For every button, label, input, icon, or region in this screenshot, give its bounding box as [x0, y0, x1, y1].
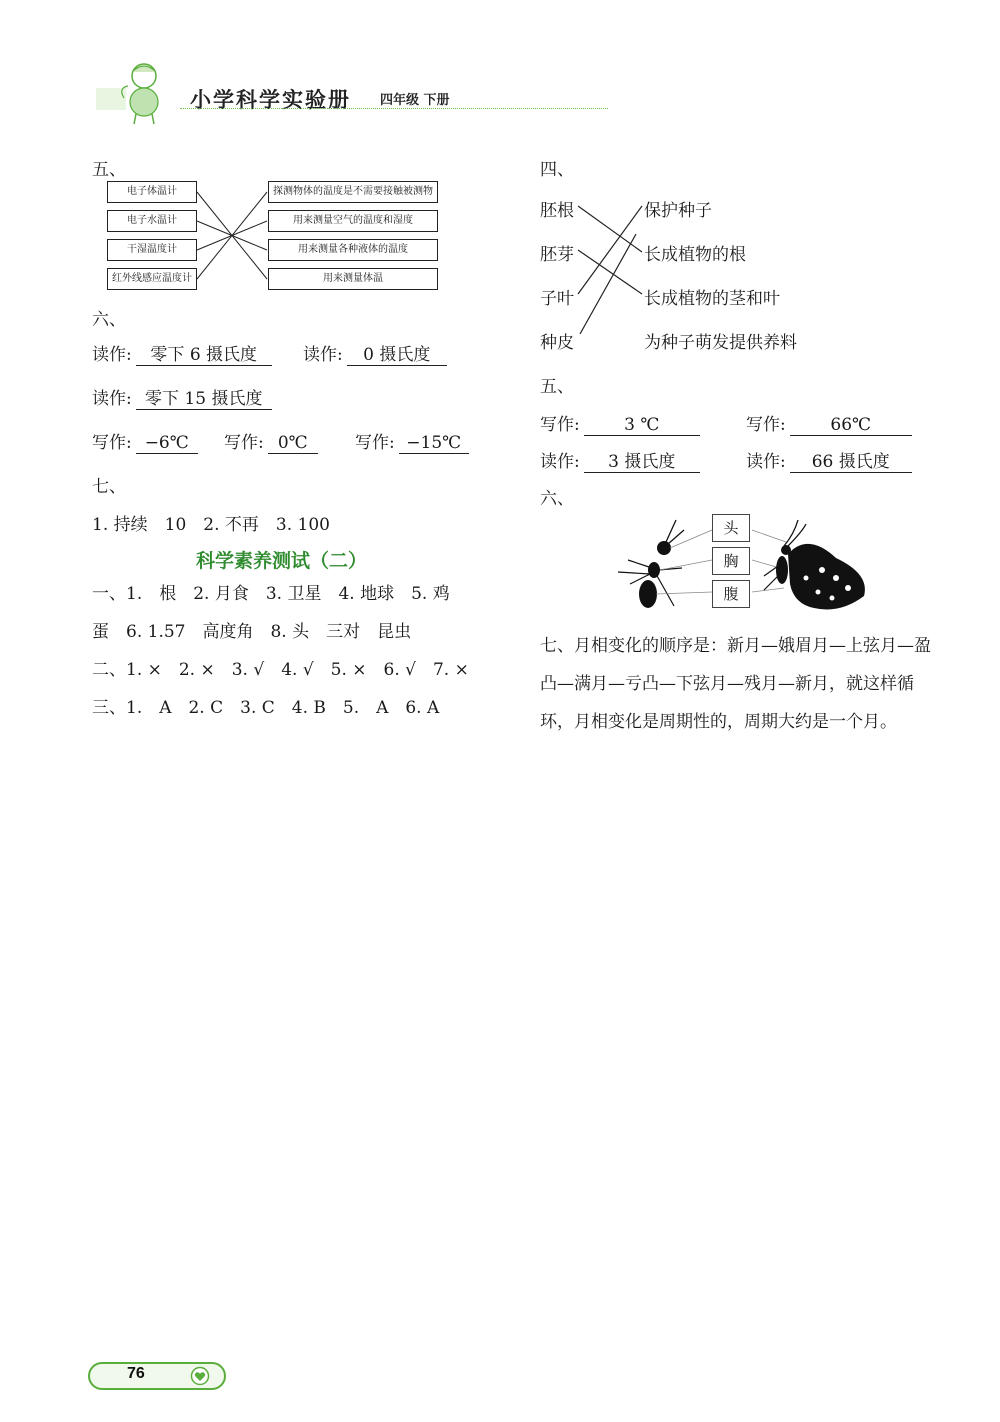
read-answer-1: 零下 6 摄氏度	[136, 340, 272, 366]
match-left-box-1: 电子体温计	[107, 181, 197, 203]
page-number: 76	[127, 1365, 145, 1382]
insect-part-head: 头	[712, 514, 750, 542]
moon-phase-line-2: 凸—满月—亏凸—下弦月—残月—新月，就这样循	[540, 674, 914, 694]
seed-part-2: 胚芽	[540, 245, 574, 265]
write-answer-1: −6℃	[136, 433, 198, 454]
header-divider	[180, 108, 608, 109]
answer-line-1: 一、1. 根 2. 月食 3. 卫星 4. 地球 5. 鸡	[92, 584, 450, 604]
seed-function-1: 保护种子	[644, 201, 712, 221]
write-row-1	[92, 428, 198, 454]
write-answer-3: −15℃	[399, 433, 469, 454]
grade-label: 四年级 下册	[380, 93, 450, 108]
read-answer-3: 零下 15 摄氏度	[136, 384, 272, 410]
moon-phase-line-3: 环，月相变化是周期性的，周期大约是一个月。	[540, 712, 897, 732]
write-row-2	[224, 428, 318, 454]
read-row-2	[303, 340, 447, 366]
read-answer-2: 0 摄氏度	[347, 340, 447, 366]
right-read-row-2	[746, 447, 912, 473]
seed-part-1: 胚根	[540, 201, 574, 221]
answer-line-3: 二、1. × 2. × 3. √ 4. √ 5. × 6. √ 7. ×	[92, 660, 469, 680]
right-write-row-1	[540, 410, 700, 436]
right-section-5-label: 五、	[540, 377, 574, 397]
match-right-box-2: 用来测量空气的温度和湿度	[268, 210, 438, 232]
answer-line-4: 三、1. A 2. C 3. C 4. B 5. A 6. A	[92, 698, 440, 718]
write-label: 写作:	[355, 433, 395, 453]
butterfly-illustration	[764, 520, 865, 610]
seed-function-2: 长成植物的根	[644, 245, 746, 265]
read-label: 读作:	[746, 452, 786, 472]
right-read-row-1	[540, 447, 700, 473]
write-answer-2: 0℃	[268, 433, 318, 454]
match-right-box-4: 用来测量体温	[268, 268, 438, 290]
read-label: 读作:	[303, 345, 343, 365]
write-label: 写作:	[224, 433, 264, 453]
section-6-label: 六、	[92, 310, 126, 330]
seed-part-3: 子叶	[540, 289, 574, 309]
right-section-6-label: 六、	[540, 489, 574, 509]
right-read-answer-2: 66 摄氏度	[790, 447, 912, 473]
right-write-answer-2: 66℃	[790, 415, 912, 436]
moon-phase-line-1: 七、月相变化的顺序是：新月—娥眉月—上弦月—盈	[540, 636, 931, 656]
matching-lines-seed-extra	[576, 196, 646, 346]
mascot-logo	[96, 58, 176, 126]
match-right-box-3: 用来测量各种液体的温度	[268, 239, 438, 261]
write-label: 写作:	[540, 415, 580, 435]
insect-part-abdomen: 腹	[712, 580, 750, 608]
right-read-answer-1: 3 摄氏度	[584, 447, 700, 473]
read-row-1	[92, 340, 272, 366]
heart-icon	[190, 1366, 210, 1386]
write-label: 写作:	[92, 433, 132, 453]
read-label: 读作:	[92, 345, 132, 365]
test-title: 科学素养测试（二）	[196, 550, 368, 572]
right-section-4-label: 四、	[540, 160, 574, 180]
seed-function-4: 为种子萌发提供养料	[644, 333, 797, 353]
insect-part-thorax: 胸	[712, 547, 750, 575]
matching-lines-thermometers	[195, 181, 269, 293]
seed-part-4: 种皮	[540, 333, 574, 353]
match-left-box-2: 电子水温计	[107, 210, 197, 232]
read-label: 读作:	[92, 389, 132, 409]
right-write-row-2	[746, 410, 912, 436]
right-write-answer-1: 3 ℃	[584, 415, 700, 436]
match-left-box-4: 红外线感应温度计	[107, 268, 197, 290]
match-left-box-3: 干湿温度计	[107, 239, 197, 261]
write-label: 写作:	[746, 415, 786, 435]
read-row-3	[92, 384, 272, 410]
read-label: 读作:	[540, 452, 580, 472]
ant-illustration	[618, 520, 684, 608]
book-title: 小学科学实验册	[190, 87, 351, 112]
answer-line-2: 蛋 6. 1.57 高度角 8. 头 三对 昆虫	[92, 622, 412, 642]
write-row-3	[355, 428, 469, 454]
match-right-box-1: 探测物体的温度是不需要接触被测物	[268, 181, 438, 203]
section-7-label: 七、	[92, 477, 126, 497]
seed-function-3: 长成植物的茎和叶	[644, 289, 780, 309]
section-7-answer: 1. 持续 10 2. 不再 3. 100	[92, 515, 330, 535]
section-5-label: 五、	[92, 160, 126, 180]
